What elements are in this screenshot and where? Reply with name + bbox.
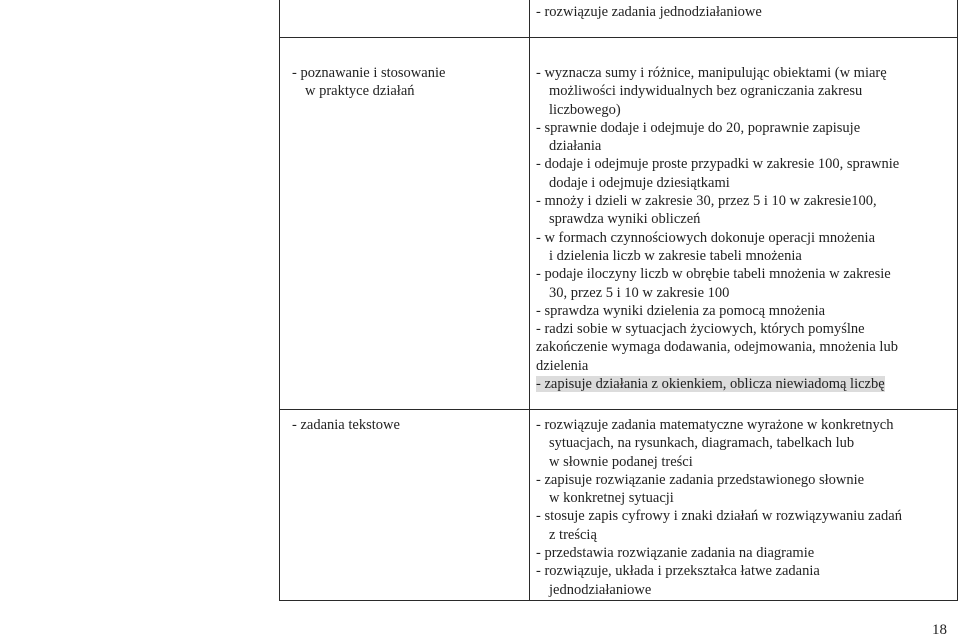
skill-line: - wyznacza sumy i różnice, manipulując obiektami (w miarę — [536, 65, 887, 81]
skill-line: w słownie podanej treści — [549, 453, 693, 470]
skill-line: - rozwiązuje zadania jednodziałaniowe — [536, 4, 762, 20]
row-2-topic — [292, 416, 522, 434]
column-divider — [529, 0, 530, 601]
skill-line: - dodaje i odejmuje proste przypadki w zakresie 100, sprawnie — [536, 156, 900, 173]
skill-line: liczbowego) — [549, 101, 621, 118]
skill-line: działania — [549, 138, 602, 155]
row-divider — [279, 37, 958, 38]
topic-line: - zadania tekstowe — [292, 417, 400, 433]
skill-line: - mnoży i dzieli w zakresie 30, przez 5 i 10 w zakresie100, — [536, 193, 877, 210]
row-1-topic — [292, 64, 522, 100]
topic-line: w praktyce działań — [305, 83, 415, 99]
skill-line: dodaje i odejmuje dziesiątkami — [549, 174, 730, 191]
skill-line: - radzi sobie w sytuacjach życiowych, których pomyślne — [536, 321, 865, 338]
skill-line: - sprawdza wyniki dzielenia za pomocą mnożenia — [536, 302, 826, 319]
skill-line: - stosuje zapis cyfrowy i znaki działań w rozwiązywaniu zadań — [536, 508, 902, 525]
skill-line: - w formach czynnościowych dokonuje operacji mnożenia — [536, 229, 876, 246]
skill-line: z treścią — [549, 526, 597, 543]
skill-line: sprawdza wyniki obliczeń — [549, 211, 701, 228]
skill-line: jednodziałaniowe — [549, 581, 652, 598]
skill-line: - przedstawia rozwiązanie zadania na diagramie — [536, 545, 815, 562]
skill-line: - podaje iloczyny liczb w obrębie tabeli mnożenia w zakresie — [536, 266, 891, 283]
skill-line: w konkretnej sytuacji — [549, 490, 674, 507]
highlighted-skill-line: - zapisuje działania z okienkiem, oblicza niewiadomą liczbę — [536, 376, 885, 393]
row-1-skills — [536, 64, 952, 393]
skill-line: - rozwiązuje zadania matematyczne wyrażone w konkretnych — [536, 417, 894, 433]
topic-line: - poznawanie i stosowanie — [292, 65, 446, 81]
page-number: 18 — [932, 622, 947, 638]
skill-line: - sprawnie dodaje i odejmuje do 20, poprawnie zapisuje — [536, 119, 861, 136]
skill-line: dzielenia — [536, 357, 589, 374]
row-2-skills — [536, 416, 952, 599]
row-0-skills — [536, 3, 952, 21]
skill-line: i dzielenia liczb w zakresie tabeli mnożenia — [549, 247, 802, 264]
skill-line: zakończenie wymaga dodawania, odejmowania, mnożenia lub — [536, 339, 898, 356]
skill-line: 30, przez 5 i 10 w zakresie 100 — [549, 284, 730, 301]
skill-line: - zapisuje rozwiązanie zadania przedstawionego słownie — [536, 471, 865, 488]
row-divider — [279, 409, 958, 410]
skill-line: możliwości indywidualnych bez ograniczania zakresu — [549, 83, 863, 100]
skill-line: - rozwiązuje, układa i przekształca łatwe zadania — [536, 563, 820, 580]
skill-line: sytuacjach, na rysunkach, diagramach, tabelkach lub — [549, 435, 855, 452]
